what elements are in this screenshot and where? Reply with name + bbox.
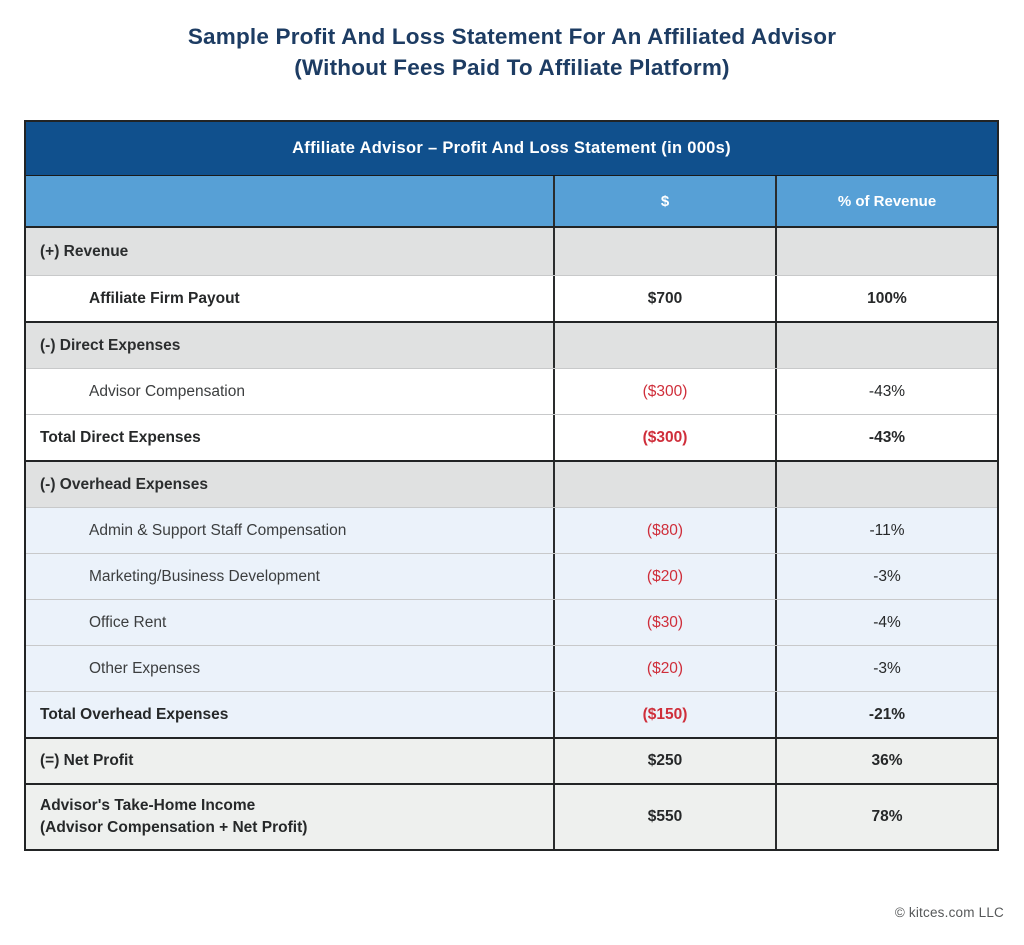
- pct-cell: -43%: [775, 415, 997, 460]
- take-home-label-line2: (Advisor Compensation + Net Profit): [40, 819, 308, 836]
- dollar-cell: ($20): [553, 646, 775, 691]
- pct-cell: 36%: [775, 739, 997, 783]
- dollar-cell: [553, 323, 775, 368]
- dollar-cell: [553, 228, 775, 275]
- pct-cell: -21%: [775, 692, 997, 737]
- table-row-other-expenses: [26, 645, 997, 691]
- table-row-advisor-compensation: [26, 368, 997, 414]
- row-label-cell: Other Expenses: [89, 659, 201, 677]
- dollar-cell: ($300): [553, 369, 775, 414]
- pct-cell: 78%: [775, 785, 997, 849]
- row-label-cell: (=) Net Profit: [40, 752, 134, 769]
- dollar-cell: $550: [553, 785, 775, 849]
- dollar-cell: ($30): [553, 600, 775, 645]
- table-row-total-direct-expenses: [26, 414, 997, 460]
- dollar-cell: ($150): [553, 692, 775, 737]
- table-row-total-overhead-expenses: [26, 691, 997, 737]
- row-label-cell: Admin & Support Staff Compensation: [89, 521, 347, 539]
- page-title-line1: Sample Profit And Loss Statement For An Affiliated Advisor: [187, 24, 837, 49]
- table-row-take-home-income: [26, 783, 997, 849]
- row-label-cell: Advisor Compensation: [89, 382, 245, 400]
- table-row-section-direct-expenses: [26, 321, 997, 368]
- table-row-section-overhead-expenses: [26, 460, 997, 507]
- table-header-band: Affiliate Advisor – Profit And Loss Statement (in 000s): [26, 122, 997, 176]
- table-row-office-rent: [26, 599, 997, 645]
- dollar-cell: $700: [553, 276, 775, 321]
- dollar-cell: [553, 462, 775, 507]
- dollar-cell: ($20): [553, 554, 775, 599]
- copyright-notice: © kitces.com LLC: [894, 905, 1004, 920]
- pct-cell: -43%: [775, 369, 997, 414]
- table-row-section-revenue: [26, 228, 997, 275]
- table-row-net-profit: [26, 737, 997, 783]
- column-header-dollar: $: [553, 176, 775, 226]
- pct-cell: [775, 228, 997, 275]
- page-title-line2: (Without Fees Paid To Affiliate Platform): [294, 55, 730, 81]
- pct-cell: [775, 462, 997, 507]
- table-row-affiliate-firm-payout: [26, 275, 997, 321]
- row-label-cell: [26, 795, 553, 840]
- page-title: [0, 0, 1024, 83]
- row-label-cell: Office Rent: [89, 613, 167, 631]
- dollar-cell: ($300): [553, 415, 775, 460]
- pct-cell: -11%: [775, 508, 997, 553]
- pct-cell: -4%: [775, 600, 997, 645]
- row-label-cell: Marketing/Business Development: [89, 567, 320, 585]
- row-label-cell: (+) Revenue: [40, 242, 129, 260]
- table-row-marketing-business-development: [26, 553, 997, 599]
- row-label-cell: Total Overhead Expenses: [40, 705, 229, 723]
- pnl-table: [24, 120, 999, 851]
- pct-cell: -3%: [775, 554, 997, 599]
- pct-cell: 100%: [775, 276, 997, 321]
- column-header-pct: % of Revenue: [775, 176, 997, 226]
- pct-cell: [775, 323, 997, 368]
- dollar-cell: ($80): [553, 508, 775, 553]
- table-column-header-row: [26, 176, 997, 228]
- table-row-admin-support-staff: [26, 507, 997, 553]
- take-home-label-line1: Advisor's Take-Home Income: [40, 796, 256, 814]
- dollar-cell: $250: [553, 739, 775, 783]
- pct-cell: -3%: [775, 646, 997, 691]
- row-label-cell: Total Direct Expenses: [40, 428, 201, 446]
- row-label-cell: (-) Overhead Expenses: [40, 475, 208, 493]
- row-label-cell: Affiliate Firm Payout: [89, 289, 240, 307]
- row-label-cell: (-) Direct Expenses: [40, 336, 181, 354]
